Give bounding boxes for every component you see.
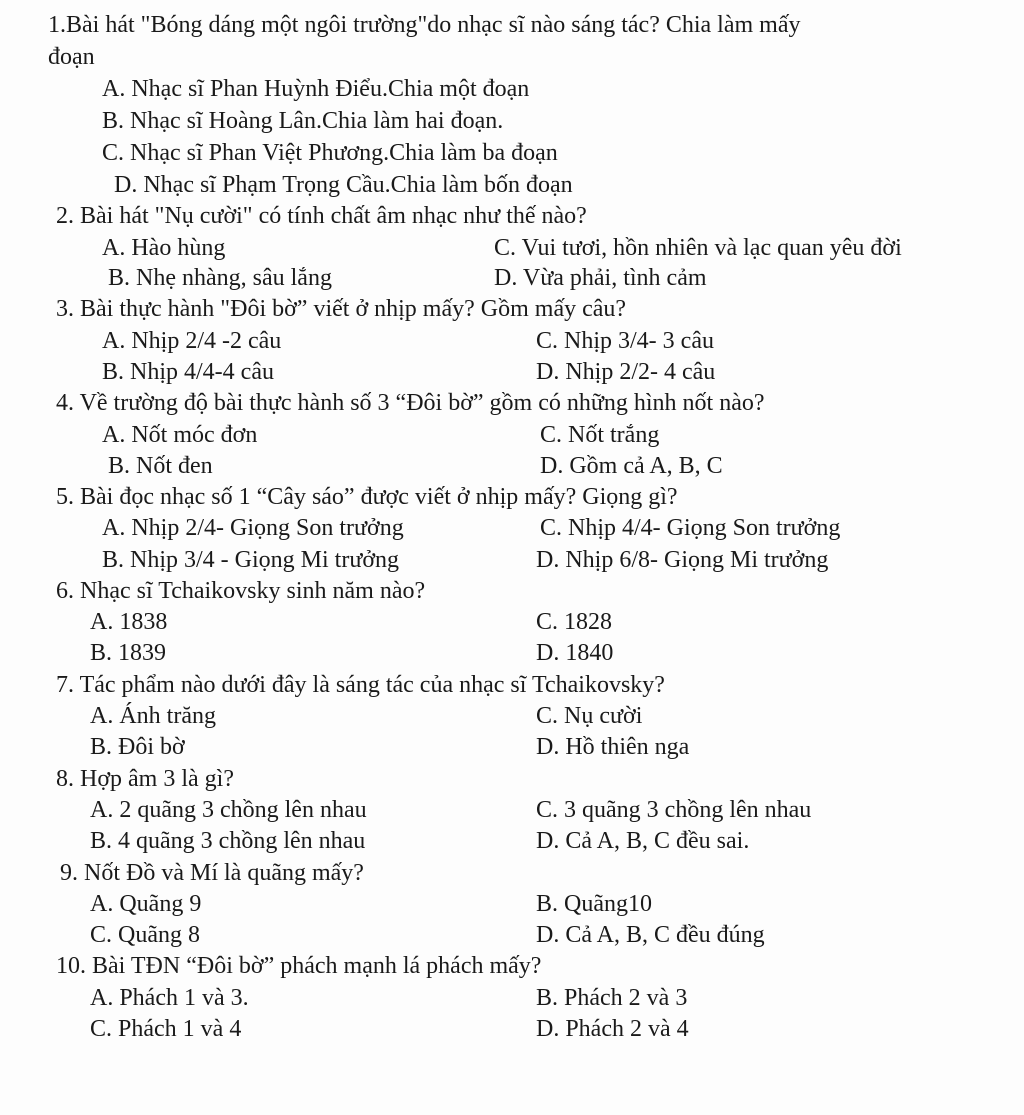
question-7-option-d: D. Hồ thiên nga [536, 734, 690, 760]
question-1-option-c: C. Nhạc sĩ Phan Việt Phương.Chia làm ba đoạn [102, 140, 558, 166]
question-10-option-c: C. Phách 1 và 4 [90, 1016, 242, 1042]
question-8-text: 8. Hợp âm 3 là gì? [56, 766, 234, 792]
question-8-option-a: A. 2 quãng 3 chồng lên nhau [90, 797, 367, 823]
question-2-option-c: C. Vui tươi, hồn nhiên và lạc quan yêu đời [494, 235, 902, 261]
question-5-option-d: D. Nhịp 6/8- Giọng Mi trưởng [536, 547, 829, 573]
question-6-option-c: C. 1828 [536, 609, 613, 635]
question-2-option-a: A. Hào hùng [102, 235, 226, 261]
question-4-option-c: C. Nốt trắng [540, 422, 660, 448]
question-5-option-c: C. Nhịp 4/4- Giọng Son trưởng [540, 515, 841, 541]
question-10-text: 10. Bài TĐN “Đôi bờ” phách mạnh lá phách mấy? [56, 953, 542, 979]
question-1-option-d: D. Nhạc sĩ Phạm Trọng Cầu.Chia làm bốn đoạn [114, 172, 573, 198]
question-6-option-a: A. 1838 [90, 609, 168, 635]
question-4-option-b: B. Nốt đen [108, 453, 213, 479]
question-7-text: 7. Tác phẩm nào dưới đây là sáng tác của nhạc sĩ Tchaikovsky? [56, 672, 665, 698]
question-3-option-a: A. Nhịp 2/4 -2 câu [102, 328, 282, 354]
question-10-option-b: B. Phách 2 và 3 [536, 985, 688, 1011]
question-5-option-a: A. Nhịp 2/4- Giọng Son trưởng [102, 515, 404, 541]
question-7-option-b: B. Đôi bờ [90, 734, 185, 760]
question-9-option-d: D. Cả A, B, C đều đúng [536, 922, 765, 948]
question-6-text: 6. Nhạc sĩ Tchaikovsky sinh năm nào? [56, 578, 426, 604]
question-8-option-d: D. Cả A, B, C đều sai. [536, 828, 750, 854]
question-2-option-d: D. Vừa phải, tình cảm [494, 265, 707, 291]
question-1-option-a: A. Nhạc sĩ Phan Huỳnh Điểu.Chia một đoạn [102, 76, 530, 102]
question-1-text-cont: đoạn [48, 44, 95, 70]
question-5-text: 5. Bài đọc nhạc số 1 “Cây sáo” được viết ở nhịp mấy? Giọng gì? [56, 484, 678, 510]
question-6-option-b: B. 1839 [90, 640, 167, 666]
question-10-option-a: A. Phách 1 và 3. [90, 985, 249, 1011]
question-9-text: 9. Nốt Đồ và Mí là quãng mấy? [60, 860, 364, 886]
question-2-option-b: B. Nhẹ nhàng, sâu lắng [108, 265, 332, 291]
question-1-text: 1.Bài hát "Bóng dáng một ngôi trường"do nhạc sĩ nào sáng tác? Chia làm mấy [48, 12, 801, 38]
question-4-option-a: A. Nốt móc đơn [102, 422, 258, 448]
question-8-option-b: B. 4 quãng 3 chồng lên nhau [90, 828, 366, 854]
question-3-text: 3. Bài thực hành "Đôi bờ” viết ở nhịp mấy? Gồm mấy câu? [56, 296, 627, 322]
question-1-option-b: B. Nhạc sĩ Hoàng Lân.Chia làm hai đoạn. [102, 108, 504, 134]
question-5-option-b: B. Nhịp 3/4 - Giọng Mi trưởng [102, 547, 400, 573]
question-6-option-d: D. 1840 [536, 640, 614, 666]
question-4-text: 4. Về trường độ bài thực hành số 3 “Đôi bờ” gồm có những hình nốt nào? [56, 390, 765, 416]
question-7-option-c: C. Nụ cười [536, 703, 643, 729]
question-2-text: 2. Bài hát "Nụ cười" có tính chất âm nhạc như thế nào? [56, 203, 587, 229]
question-3-option-c: C. Nhịp 3/4- 3 câu [536, 328, 714, 354]
question-9-option-b: B. Quãng10 [536, 891, 652, 917]
question-4-option-d: D. Gồm cả A, B, C [540, 453, 723, 479]
question-10-option-d: D. Phách 2 và 4 [536, 1016, 689, 1042]
question-9-option-a: A. Quãng 9 [90, 891, 202, 917]
question-9-option-c: C. Quãng 8 [90, 922, 200, 948]
question-8-option-c: C. 3 quãng 3 chồng lên nhau [536, 797, 812, 823]
question-7-option-a: A. Ánh trăng [90, 703, 216, 729]
question-3-option-d: D. Nhịp 2/2- 4 câu [536, 359, 716, 385]
question-3-option-b: B. Nhịp 4/4-4 câu [102, 359, 274, 385]
